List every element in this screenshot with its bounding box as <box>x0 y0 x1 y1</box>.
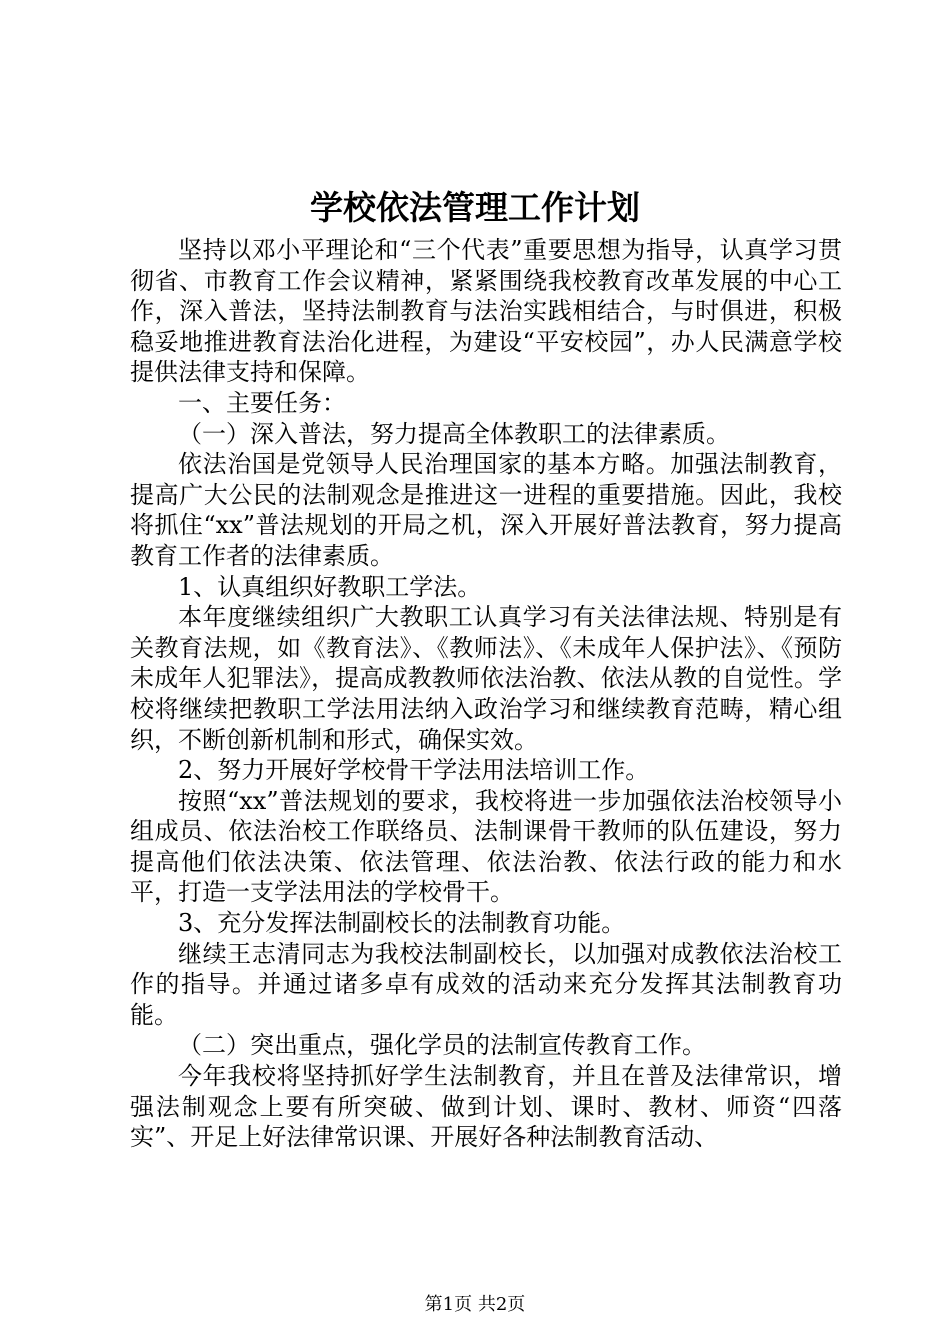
heading-item-2: 2、努力开展好学校骨干学法用法培训工作。 <box>178 756 650 785</box>
heading-item-1: 1、认真组织好教职工学法。 <box>178 572 482 601</box>
paragraph-section-2: 今年我校将坚持抓好学生法制教育，并且在普及法律常识，增强法制观念上要有所突破、做到计划、课时、教材、师资“四落实”、开足上好法律常识课、开展好各种法制教育活动、 <box>130 1062 842 1152</box>
page-footer: 第1页 共2页 <box>424 1294 526 1315</box>
paragraph-item-1: 本年度继续组织广大教职工认真学习有关法律法规、特别是有关教育法规，如《教育法》、《教师法》、《未成年人保护法》、《预防未成年人犯罪法》，提高成教教师依法治教、依法从教的自觉性。学校将继续把教职工学法用法纳入政治学习和继续教育范畴，精心组织，不断创新机制和形式，确保实效。 <box>130 603 842 754</box>
paragraph-intro: 坚持以邓小平理论和“三个代表”重要思想为指导，认真学习贯彻省、市教育工作会议精神，紧紧围绕我校教育改革发展的中心工作，深入普法，坚持法制教育与法治实践相结合，与时俱进，积极稳妥地推进教育法治化进程，为建设“平安校园”，办人民满意学校提供法律支持和保障。 <box>130 236 842 387</box>
heading-section-2: （二）突出重点，强化学员的法制宣传教育工作。 <box>178 1031 706 1060</box>
paragraph-item-2: 按照“xx”普法规划的要求，我校将进一步加强依法治校领导小组成员、依法治校工作联络员、法制课骨干教师的队伍建设，努力提高他们依法决策、依法管理、依法治教、依法行政的能力和水平，打造一支学法用法的学校骨干。 <box>130 786 842 907</box>
heading-main-tasks: 一、主要任务： <box>178 388 346 417</box>
heading-section-1: （一）深入普法，努力提高全体教职工的法律素质。 <box>178 419 730 448</box>
document-title: 学校依法管理工作计划 <box>310 188 640 227</box>
document-body <box>130 235 842 1153</box>
paragraph-item-3: 继续王志清同志为我校法制副校长，以加强对成教依法治校工作的指导。并通过诸多卓有成效的活动来充分发挥其法制教育功能。 <box>130 939 842 1029</box>
paragraph-rule-of-law: 依法治国是党领导人民治理国家的基本方略。加强法制教育，提高广大公民的法制观念是推进这一进程的重要措施。因此，我校将抓住“xx”普法规划的开局之机，深入开展好普法教育，努力提高教育工作者的法律素质。 <box>130 450 842 570</box>
heading-item-3: 3、充分发挥法制副校长的法制教育功能。 <box>178 909 626 938</box>
